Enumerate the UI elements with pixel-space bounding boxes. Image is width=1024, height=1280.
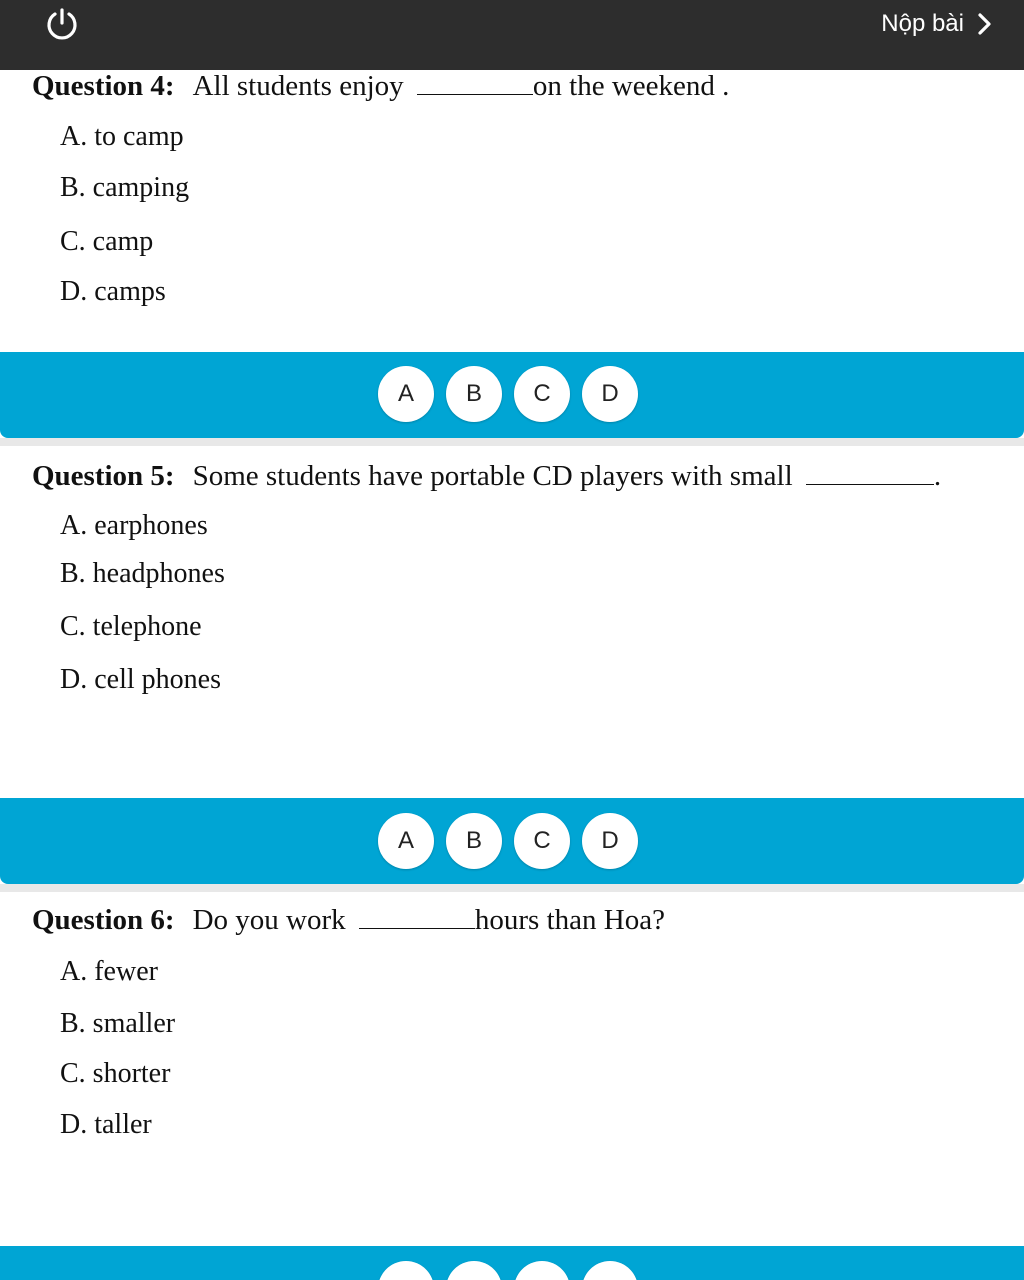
answer-button-a[interactable]: A bbox=[378, 813, 434, 869]
submit-button[interactable] bbox=[881, 6, 992, 42]
answer-button-a[interactable]: A bbox=[378, 366, 434, 422]
question-text: Some students have portable CD players with small bbox=[192, 460, 793, 492]
answer-button-c[interactable]: C bbox=[514, 813, 570, 869]
option-a[interactable]: A. to camp bbox=[60, 121, 184, 152]
option-d[interactable]: D. cell phones bbox=[60, 664, 221, 695]
question-card-4 bbox=[0, 70, 1024, 352]
option-d[interactable]: D. camps bbox=[60, 276, 166, 307]
answer-button-b[interactable]: B bbox=[446, 366, 502, 422]
divider bbox=[0, 438, 1024, 446]
question-number: Question 4: bbox=[32, 70, 175, 102]
answer-button-a[interactable] bbox=[378, 1261, 434, 1280]
question-text: All students enjoy bbox=[192, 70, 404, 102]
option-a[interactable]: A. fewer bbox=[60, 956, 158, 987]
top-bar bbox=[0, 0, 1024, 70]
answer-blank bbox=[806, 483, 934, 485]
divider bbox=[0, 884, 1024, 892]
answer-button-d[interactable]: D bbox=[582, 366, 638, 422]
power-button[interactable] bbox=[44, 6, 80, 42]
question-line bbox=[32, 460, 941, 493]
answer-button-b[interactable] bbox=[446, 1261, 502, 1280]
answer-bar-5 bbox=[0, 798, 1024, 884]
answer-blank bbox=[417, 93, 533, 95]
option-a[interactable]: A. earphones bbox=[60, 510, 208, 541]
option-b[interactable]: B. camping bbox=[60, 172, 190, 203]
answer-bar-6 bbox=[0, 1246, 1024, 1280]
option-c[interactable]: C. shorter bbox=[60, 1058, 171, 1089]
question-text-after: on the weekend . bbox=[532, 70, 730, 102]
question-number: Question 5: bbox=[32, 460, 175, 492]
chevron-right-icon bbox=[978, 13, 992, 35]
option-c[interactable]: C. camp bbox=[60, 226, 154, 257]
answer-bar-4 bbox=[0, 352, 1024, 438]
answer-button-c[interactable]: C bbox=[514, 366, 570, 422]
answer-button-c[interactable] bbox=[514, 1261, 570, 1280]
option-b[interactable]: B. smaller bbox=[60, 1008, 176, 1039]
option-c[interactable]: C. telephone bbox=[60, 611, 202, 642]
power-icon bbox=[44, 6, 80, 42]
question-card-6 bbox=[0, 892, 1024, 1246]
question-text-after: . bbox=[933, 460, 942, 492]
question-text: Do you work bbox=[192, 904, 346, 936]
option-d[interactable]: D. taller bbox=[60, 1109, 152, 1140]
answer-blank bbox=[359, 927, 475, 929]
question-line bbox=[32, 904, 665, 937]
answer-button-b[interactable]: B bbox=[446, 813, 502, 869]
answer-button-d[interactable]: D bbox=[582, 813, 638, 869]
option-b[interactable]: B. headphones bbox=[60, 558, 225, 589]
question-line bbox=[32, 70, 729, 103]
question-text-after: hours than Hoa? bbox=[474, 904, 665, 936]
question-card-5 bbox=[0, 446, 1024, 798]
answer-button-d[interactable] bbox=[582, 1261, 638, 1280]
submit-label: Nộp bài bbox=[881, 10, 964, 37]
question-number: Question 6: bbox=[32, 904, 175, 936]
